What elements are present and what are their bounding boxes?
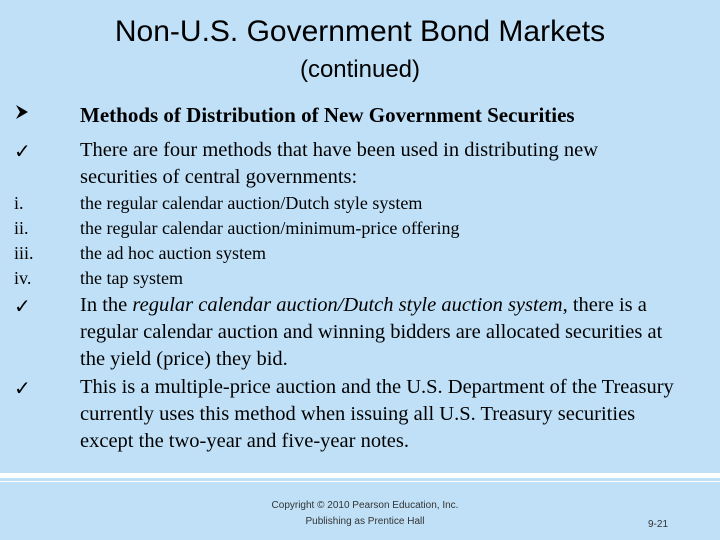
point-multiple-price: This is a multiple-price auction and the U.S. Department of the Treasury currently uses this method when issuing all U.S. Treasury securities except the two-year and five-year notes. xyxy=(80,376,674,452)
list-item-text: the tap system xyxy=(80,268,183,288)
arrow-bullet-icon xyxy=(14,101,30,130)
list-item-number: iii. xyxy=(14,243,34,263)
page-number: 9-21 xyxy=(648,519,669,530)
list-item-number: iv. xyxy=(14,268,32,288)
list-item-text: the regular calendar auction/Dutch style system xyxy=(80,193,423,213)
list-item-text: the ad hoc auction system xyxy=(80,243,266,263)
checkmark-icon: ✓ xyxy=(14,139,31,163)
checkmark-icon: ✓ xyxy=(14,294,31,318)
checkmark-icon: ✓ xyxy=(14,376,31,400)
text-run: In the xyxy=(80,294,133,316)
text-run: , there is a regular calendar auction and winning bidders are allocated securities at the yield (price) they bid. xyxy=(80,294,663,370)
slide-subtitle: (continued) xyxy=(299,56,421,83)
italic-term: regular calendar auction/Dutch style auction system xyxy=(132,294,563,316)
list-item-number: i. xyxy=(14,193,24,213)
copyright-notice xyxy=(220,498,510,530)
point-dutch-auction xyxy=(80,292,680,373)
slide-title: Non-U.S. Government Bond Markets xyxy=(114,15,606,48)
section-heading: Methods of Distribution of New Government Securities xyxy=(80,103,575,127)
footer-divider-thin xyxy=(0,481,720,482)
point-four-methods: There are four methods that have been used in distributing new securities of central governments: xyxy=(80,139,599,188)
footer-divider xyxy=(0,473,720,478)
list-item-number: ii. xyxy=(14,218,29,238)
copyright-line: Copyright © 2010 Pearson Education, Inc. xyxy=(271,500,459,511)
publisher-line: Publishing as Prentice Hall xyxy=(305,516,425,527)
list-item-text: the regular calendar auction/minimum-price offering xyxy=(80,218,460,238)
